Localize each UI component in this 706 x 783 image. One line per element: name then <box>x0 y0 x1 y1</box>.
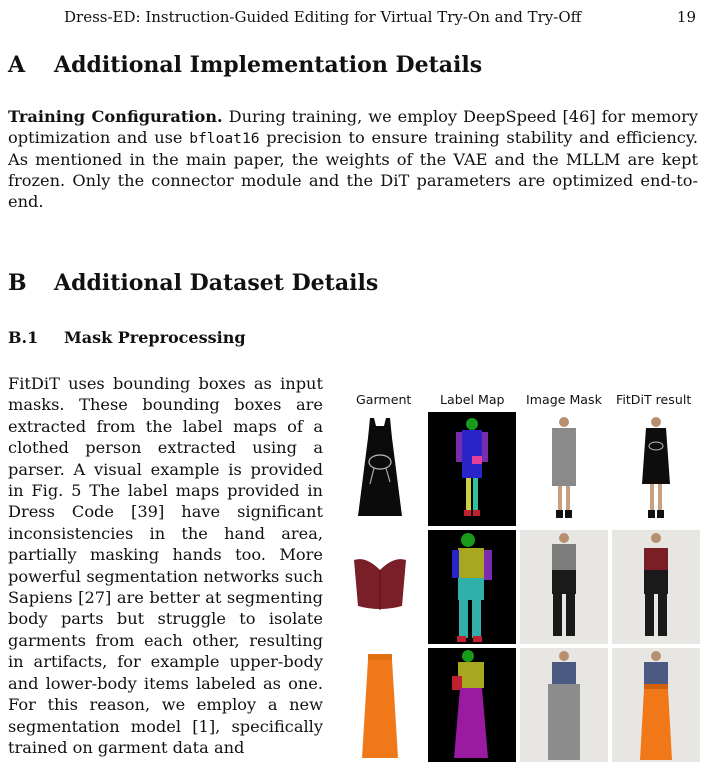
subsection-b1-number: B.1 <box>8 328 39 347</box>
section-a-heading <box>8 52 482 78</box>
fitdit-result-dress <box>612 412 700 526</box>
page-number: 19 <box>676 8 696 26</box>
fitdit-result-skirt <box>612 648 700 762</box>
garment-image-dress <box>336 412 424 526</box>
section-a-title: Additional Implementation Details <box>54 52 483 78</box>
figure-5 <box>336 386 702 771</box>
label-map-skirt <box>428 648 516 762</box>
section-a-number: A <box>8 52 26 78</box>
section-b-title: Additional Dataset Details <box>54 270 379 296</box>
bfloat16-code: bfloat16 <box>189 130 260 147</box>
column-header-image-mask: Image Mask <box>526 392 602 407</box>
subsection-b1-heading <box>8 328 246 347</box>
label-map-top <box>428 530 516 644</box>
section-b-number: B <box>8 270 27 296</box>
column-header-label-map: Label Map <box>440 392 505 407</box>
column-header-fitdit-result: FitDiT result <box>616 392 692 407</box>
training-config-lead: Training Configuration. <box>8 107 223 126</box>
training-config-text-2: precision to ensure training stability and efficiency. As mentioned in the main paper, the weights of the VAE and the MLLM are kept frozen. Only the connector module and the DiT parameters are optimized end-to-end. <box>8 128 698 211</box>
section-b-heading <box>8 270 378 296</box>
image-mask-skirt <box>520 648 608 762</box>
image-mask-top <box>520 530 608 644</box>
running-title: Dress-ED: Instruction-Guided Editing for Virtual Try-On and Try-Off <box>64 8 582 26</box>
image-mask-dress <box>520 412 608 526</box>
column-header-garment: Garment <box>356 392 412 407</box>
running-header <box>0 8 706 28</box>
fitdit-result-top <box>612 530 700 644</box>
garment-image-top <box>336 530 424 644</box>
mask-preprocessing-paragraph: FitDiT uses bounding boxes as input masks. These bounding boxes are extracted from the label maps of a clothed person extracted using a parser. A visual example is provided in Fig. 5 The label maps provided in Dress Code [39] have significant inconsistencies in the hand area, partially masking hands too. More powerful segmentation networks such Sapiens [27] are better at segmenting body parts but struggle to isolate garments from each other, resulting in artifacts, for example upper-body and lower-body items labeled as one. For this reason, we employ a new segmentation model [1], specifically trained on garment data and <box>8 374 323 757</box>
training-config-text-1: During training, we employ DeepSpeed [46] for memory optimization and use <box>8 107 698 147</box>
garment-image-skirt <box>336 648 424 762</box>
subsection-b1-title: Mask Preprocessing <box>64 328 246 347</box>
label-map-dress <box>428 412 516 526</box>
training-config-paragraph <box>8 106 698 212</box>
